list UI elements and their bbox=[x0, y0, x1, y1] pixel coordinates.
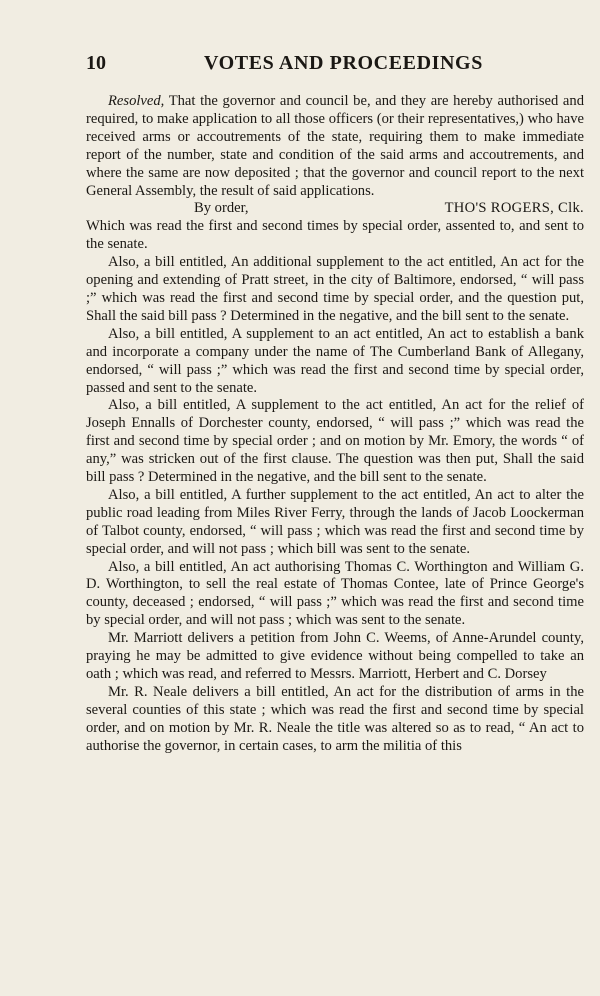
paragraph: Also, a bill entitled, A further supplement to the act entitled, An act to alter the public road leading from Miles River Ferry, through the lands of Jacob Loockerman of Talbot county, endorsed, “ will pass ; which was read the first and second time by special order, and will not pass ; which bill was sent to the senate. bbox=[86, 486, 584, 557]
paragraph: Also, a bill entitled, An act authorising Thomas C. Worthington and William G. D. Worthington, to sell the real estate of Thomas Contee, late of Prince George's county, deceased ; endorsed, “ will pass ;” which was read the first and second time by special order, and will not pass ; which was sent to the senate. bbox=[86, 558, 584, 629]
paragraph: Also, a bill entitled, A supplement to an act entitled, An act to establish a bank and incorporate a company under the name of The Cumberland Bank of Allegany, endorsed, “ will pass ;” which was read the first and second time by special order, passed and sent to the senate. bbox=[86, 325, 584, 396]
paragraph: Mr. Marriott delivers a petition from John C. Weems, of Anne-Arundel county, praying he may be admitted to give evidence without being compelled to take an oath ; which was read, and referred to Messrs. Marriott, Herbert and C. Dorsey bbox=[86, 630, 584, 682]
paragraph: Which was read the first and second times by special order, assented to, and sent to the senate. bbox=[86, 218, 584, 253]
page-header bbox=[86, 52, 584, 82]
paragraph: Also, a bill entitled, A supplement to the act entitled, An act for the relief of Joseph Ennalls of Dorchester county, endorsed, “ will pass ;” which was read the first and second time by special order ; and on motion by Mr. Emory, the words “ of any,” was stricken out of the first clause. The question was then put, Shall the said bill pass ? Determined in the negative, and the bill sent to the senate. bbox=[86, 397, 584, 486]
paragraph: Mr. R. Neale delivers a bill entitled, An act for the distribution of arms in the several counties of this state ; which was read the first and second time by special order, and on motion by Mr. R. Neale the title was altered so as to read, “ An act to authorise the governor, in certain cases, to arm the militia of this bbox=[86, 683, 584, 754]
paragraph: Also, a bill entitled, An additional supplement to the act entitled, An act for the opening and extending of Pratt street, in the city of Baltimore, endorsed, “ will pass ;” which was read the first and second time by special order, and the question put, Shall the said bill pass ? Determined in the negative, and the bill sent to the senate. bbox=[86, 254, 584, 324]
resolution-paragraph bbox=[86, 93, 584, 200]
order-line bbox=[86, 200, 584, 218]
page-number: 10 bbox=[86, 52, 106, 74]
resolution-text: That the governor and council be, and they are hereby authorised and required, to make application to all those officers (or their representatives,) who have received arms or accoutrements of the state, requiring them to make immediate report of the number, state and condition of the said arms and accoutrements, and where the same are now deposited ; that the governor and council report to the next General Assembly, the result of said applications. bbox=[86, 93, 584, 199]
resolution-lead: Resolved, bbox=[108, 93, 165, 109]
body-text bbox=[86, 93, 584, 756]
running-title: VOTES AND PROCEEDINGS bbox=[204, 52, 483, 74]
by-order: By order, bbox=[194, 200, 249, 217]
clerk-signature: THO'S ROGERS, Clk. bbox=[444, 200, 584, 217]
